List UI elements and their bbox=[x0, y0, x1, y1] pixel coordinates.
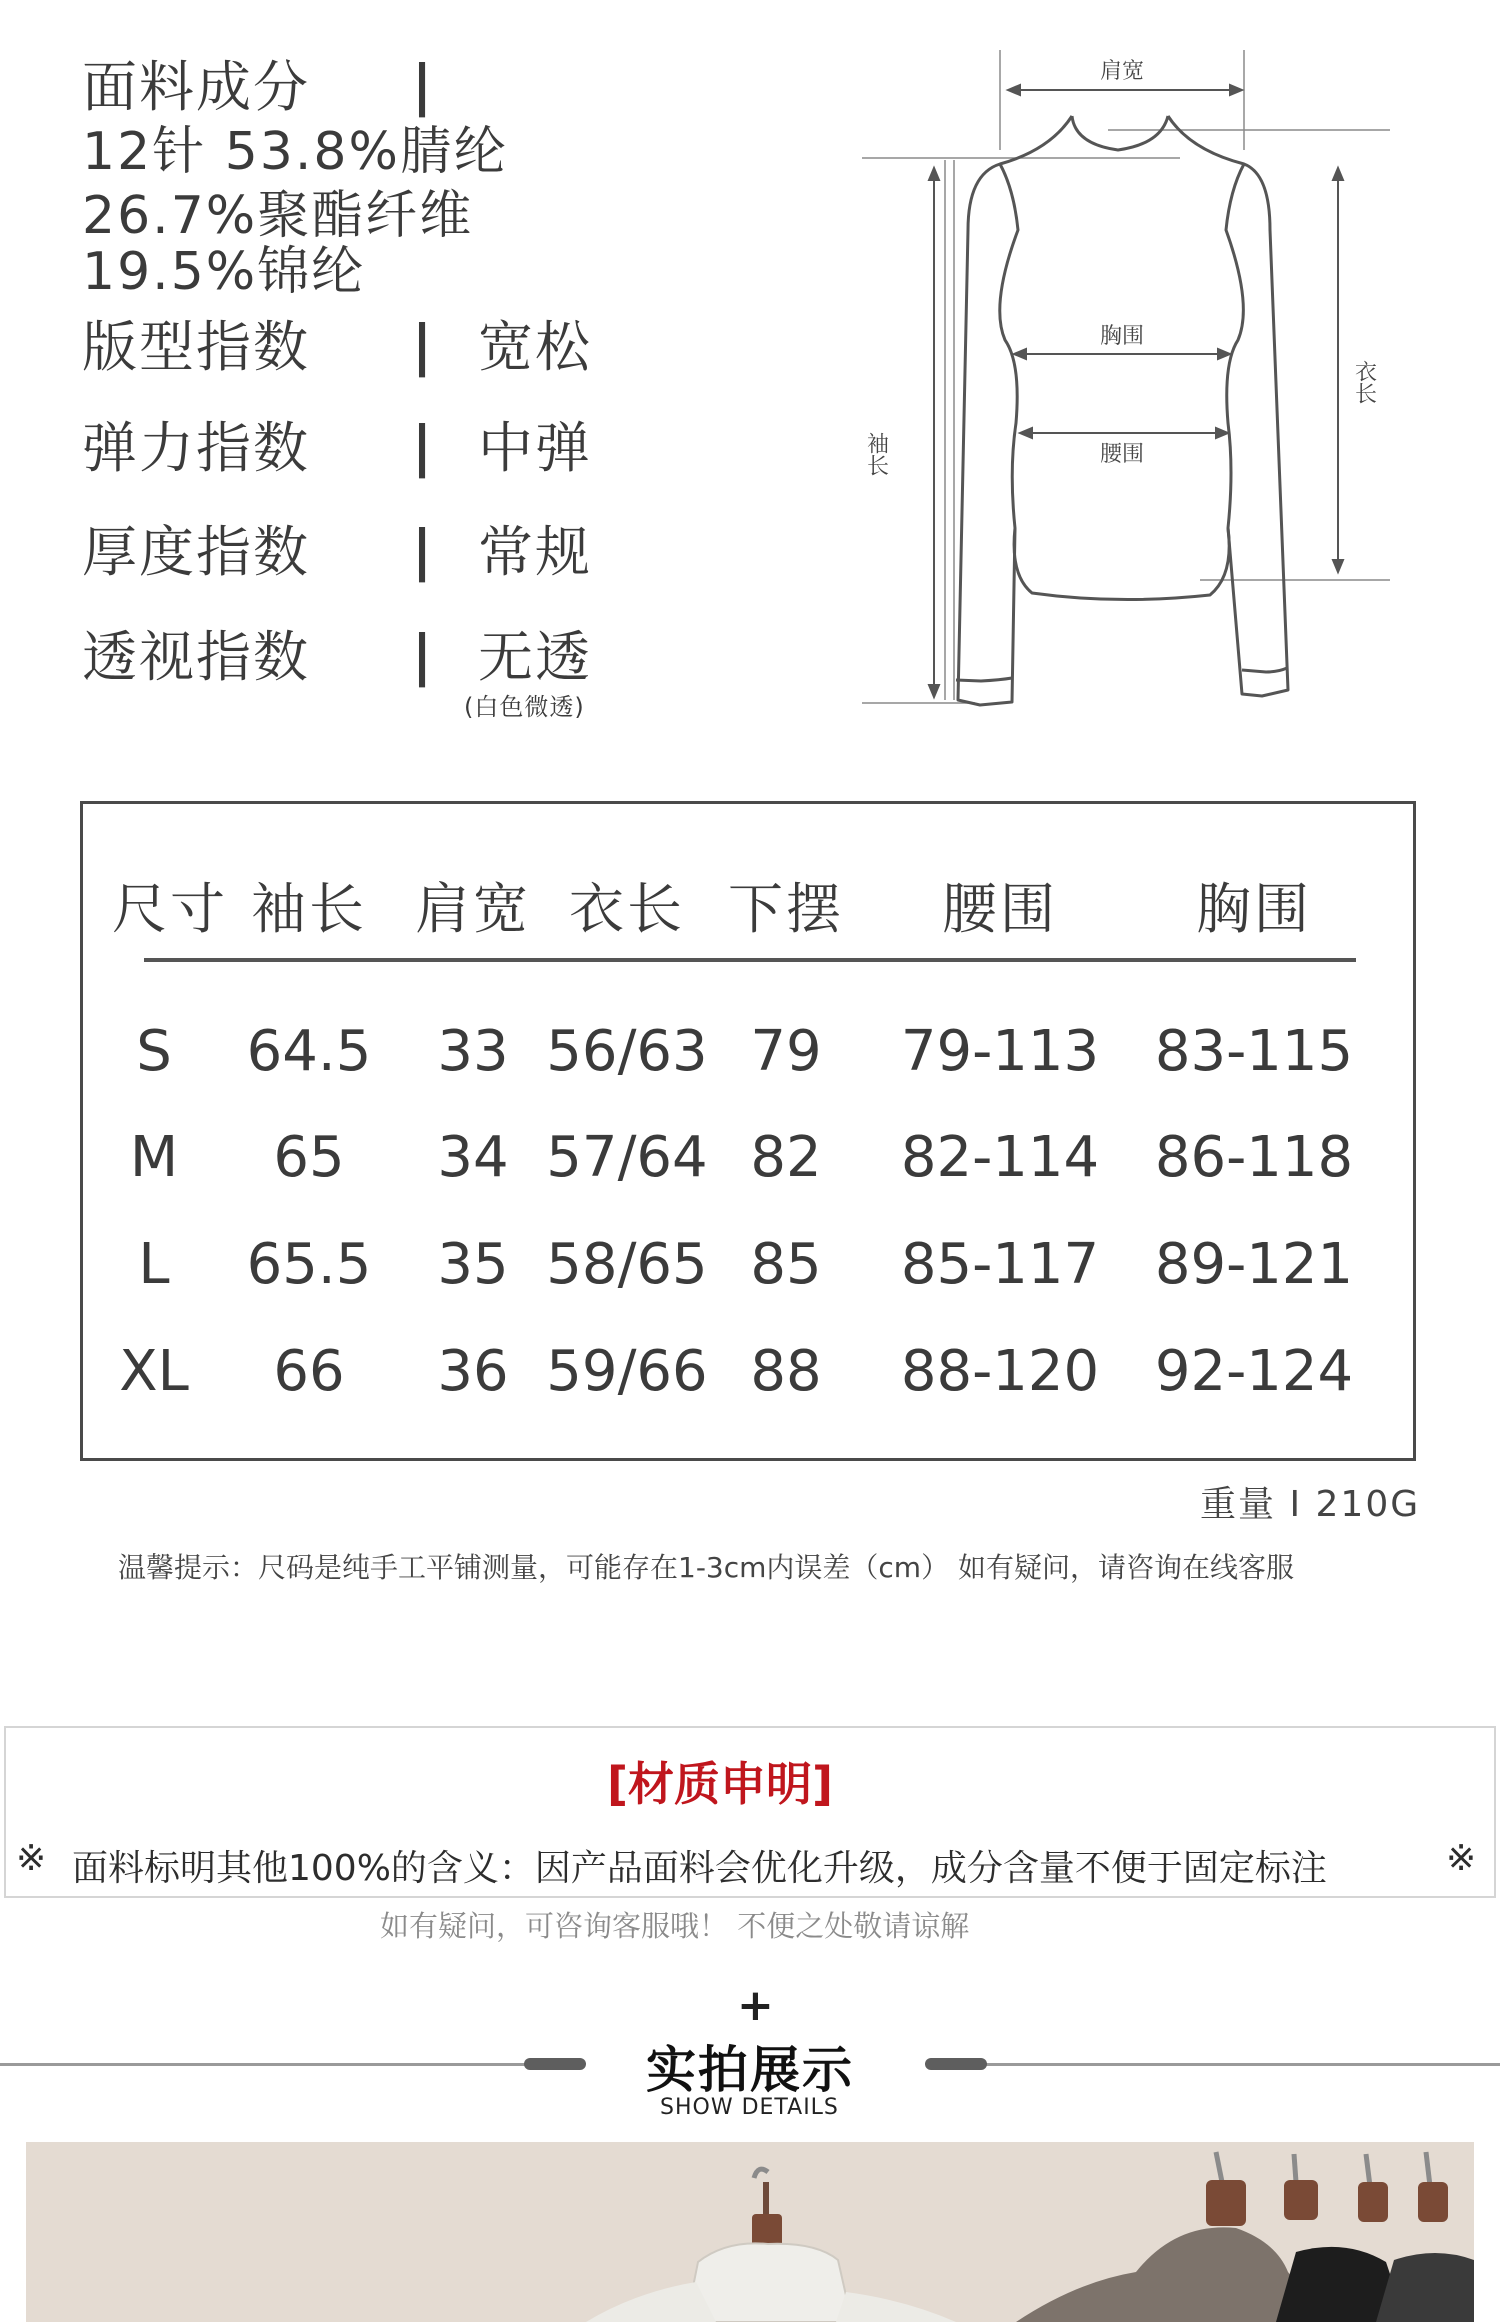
table-cell-shoulder-width: 35 bbox=[437, 1232, 509, 1297]
divider-left-cap bbox=[524, 2058, 586, 2070]
thickness-index-value: 常规 bbox=[478, 520, 593, 584]
plus-icon: + bbox=[737, 1980, 774, 2031]
divider-left bbox=[0, 2063, 552, 2066]
stretch-index-value: 中弹 bbox=[478, 416, 593, 480]
table-cell-shoulder-width: 34 bbox=[437, 1125, 509, 1190]
table-header-hem: 下摆 bbox=[727, 877, 845, 941]
fit-index-label: 版型指数 bbox=[82, 315, 311, 379]
table-cell-body-length: 57/64 bbox=[546, 1125, 708, 1190]
material-note: 如有疑问，可咨询客服哦！ 不便之处敬请谅解 bbox=[380, 1909, 970, 1943]
separator: | bbox=[412, 414, 433, 478]
table-cell-shoulder-width: 36 bbox=[437, 1339, 509, 1404]
table-cell-shoulder-width: 33 bbox=[437, 1019, 509, 1084]
separator: | bbox=[412, 53, 433, 117]
table-cell-waist: 82-114 bbox=[900, 1125, 1100, 1190]
table-cell-sleeve-length: 64.5 bbox=[246, 1019, 372, 1084]
stretch-index-label: 弹力指数 bbox=[82, 416, 311, 480]
table-header-chest: 胸围 bbox=[1195, 877, 1313, 941]
thickness-index-label: 厚度指数 bbox=[82, 520, 311, 584]
table-header-divider bbox=[144, 958, 1356, 962]
fabric-composition-line-2: 26.7%聚酯纤维 bbox=[82, 186, 474, 246]
table-cell-hem: 82 bbox=[750, 1125, 822, 1190]
garment-weight: 重量 I 210G bbox=[1200, 1484, 1421, 1525]
fabric-composition-line-1: 12针 53.8%腈纶 bbox=[82, 122, 508, 182]
table-cell-hem: 85 bbox=[750, 1232, 822, 1297]
sleeve-length-label: 袖长 bbox=[863, 432, 889, 476]
table-cell-waist: 88-120 bbox=[900, 1339, 1100, 1404]
chest-label: 胸围 bbox=[1099, 324, 1145, 349]
table-cell-sleeve-length: 65 bbox=[273, 1125, 345, 1190]
table-cell-hem: 88 bbox=[750, 1339, 822, 1404]
product-photo bbox=[26, 2142, 1474, 2322]
table-cell-size: L bbox=[138, 1232, 170, 1297]
separator: | bbox=[412, 623, 433, 687]
divider-right-cap bbox=[925, 2058, 987, 2070]
table-cell-chest: 89-121 bbox=[1154, 1232, 1354, 1297]
shoulder-width-label: 肩宽 bbox=[1099, 59, 1145, 84]
divider-right bbox=[948, 2063, 1500, 2066]
reference-mark: ※ bbox=[1446, 1838, 1477, 1879]
table-cell-waist: 85-117 bbox=[900, 1232, 1100, 1297]
show-details-subtitle: SHOW DETAILS bbox=[660, 2095, 839, 2120]
table-cell-body-length: 59/66 bbox=[546, 1339, 708, 1404]
waist-label: 腰围 bbox=[1099, 442, 1145, 467]
table-header-size: 尺寸 bbox=[111, 877, 229, 941]
table-cell-chest: 92-124 bbox=[1154, 1339, 1354, 1404]
fabric-composition-line-3: 19.5%锦纶 bbox=[82, 242, 366, 302]
table-header-waist: 腰围 bbox=[941, 877, 1059, 941]
table-header-sleeve-length: 袖长 bbox=[250, 877, 368, 941]
sheerness-index-value: 无透 bbox=[478, 625, 593, 689]
table-cell-body-length: 56/63 bbox=[546, 1019, 708, 1084]
fabric-composition-label: 面料成分 bbox=[82, 55, 311, 119]
sheerness-index-label: 透视指数 bbox=[82, 625, 311, 689]
separator: | bbox=[412, 313, 433, 377]
table-cell-sleeve-length: 65.5 bbox=[246, 1232, 372, 1297]
table-cell-hem: 79 bbox=[750, 1019, 822, 1084]
sheerness-note: (白色微透) bbox=[464, 693, 585, 721]
table-header-body-length: 衣长 bbox=[568, 877, 686, 941]
table-cell-chest: 83-115 bbox=[1154, 1019, 1354, 1084]
table-header-shoulder-width: 肩宽 bbox=[414, 877, 532, 941]
show-details-title: 实拍展示 bbox=[646, 2041, 854, 2099]
material-statement-text: 面料标明其他100%的含义：因产品面料会优化升级，成分含量不便于固定标注 bbox=[72, 1848, 1327, 1889]
garment-measurement-diagram bbox=[850, 40, 1410, 720]
measurement-tip: 温馨提示：尺码是纯手工平铺测量，可能存在1-3cm内误差（cm） 如有疑问，请咨询在线客服 bbox=[118, 1551, 1294, 1584]
table-cell-body-length: 58/65 bbox=[546, 1232, 708, 1297]
table-cell-size: XL bbox=[119, 1339, 189, 1404]
separator: | bbox=[412, 518, 433, 582]
table-cell-chest: 86-118 bbox=[1154, 1125, 1354, 1190]
table-cell-size: S bbox=[136, 1019, 172, 1084]
table-cell-sleeve-length: 66 bbox=[273, 1339, 345, 1404]
table-cell-size: M bbox=[129, 1125, 179, 1190]
body-length-label: 衣长 bbox=[1351, 360, 1377, 404]
reference-mark: ※ bbox=[16, 1838, 47, 1879]
material-statement-title: [材质申明] bbox=[606, 1757, 834, 1811]
table-cell-waist: 79-113 bbox=[900, 1019, 1100, 1084]
fit-index-value: 宽松 bbox=[478, 315, 593, 379]
